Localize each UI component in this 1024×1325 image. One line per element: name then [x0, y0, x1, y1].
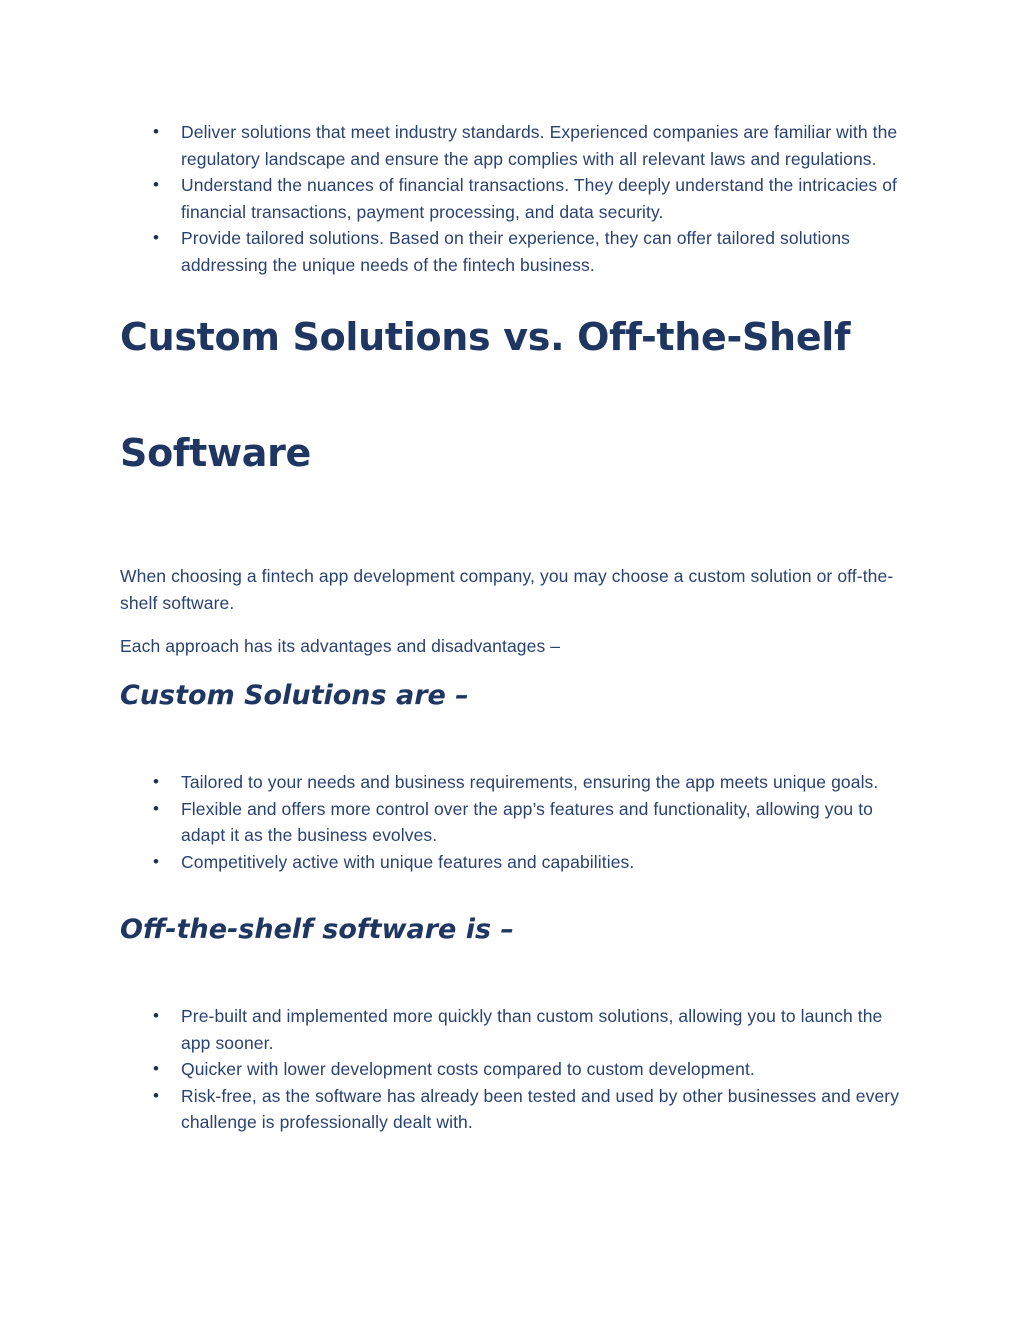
bullet-dot: •	[152, 1085, 160, 1105]
section-heading-line-1: Custom Solutions vs. Off-the-Shelf	[120, 315, 851, 359]
list-item	[0, 1003, 911, 1056]
approach-paragraph: Each approach has its advantages and disadvantages –	[120, 636, 561, 656]
bullet-dot: •	[152, 772, 160, 791]
list-item-text: Tailored to your needs and business requirements, ensuring the app meets unique goals.	[181, 772, 879, 792]
intro-bullet-list	[0, 119, 1024, 278]
list-item-text: Flexible and offers more control over the app’s features and functionality, allowing you to adapt it as the business evolves.	[181, 798, 873, 845]
list-item	[0, 1083, 911, 1136]
list-item	[0, 1056, 911, 1083]
list-item-text: Risk-free, as the software has already been tested and used by other businesses and every challenge is professionally dealt with.	[181, 1085, 900, 1132]
list-item	[0, 769, 911, 796]
bullet-dot: •	[152, 798, 160, 818]
off-the-shelf-list	[0, 1003, 1024, 1136]
list-item	[0, 172, 911, 225]
list-item-text: Competitively active with unique features and capabilities.	[181, 851, 635, 872]
list-item-text: Deliver solutions that meet industry standards. Experienced companies are familiar with the regulatory landscape and ensure the app complies with all relevant laws and regulations.	[181, 122, 898, 169]
list-item	[0, 119, 911, 172]
list-item-text: Quicker with lower development costs compared to custom development.	[181, 1059, 755, 1079]
off-the-shelf-heading: Off-the-shelf software is –	[120, 914, 514, 945]
custom-solutions-list	[0, 769, 1024, 875]
section-heading-line-2: Software	[120, 431, 312, 475]
custom-solutions-heading: Custom Solutions are –	[120, 680, 469, 711]
bullet-dot: •	[152, 122, 160, 141]
list-item-text: Understand the nuances of financial transactions. They deeply understand the intricacies of financial transactions, payment processing, and data security.	[181, 175, 898, 222]
bullet-dot: •	[152, 228, 160, 247]
list-item-text: Provide tailored solutions. Based on their experience, they can offer tailored solutions addressing the unique needs of the fintech business.	[181, 228, 851, 275]
list-item-text: Pre-built and implemented more quickly than custom solutions, allowing you to launch the app sooner.	[181, 1006, 883, 1053]
list-item	[0, 225, 911, 278]
bullet-dot: •	[152, 851, 160, 871]
list-item	[0, 796, 911, 849]
list-item	[0, 849, 911, 876]
bullet-dot: •	[152, 175, 160, 194]
bullet-dot: •	[152, 1006, 160, 1025]
intro-paragraph: When choosing a fintech app development company, you may choose a custom solution or off-the-shelf software.	[120, 566, 894, 613]
bullet-dot: •	[152, 1059, 160, 1078]
